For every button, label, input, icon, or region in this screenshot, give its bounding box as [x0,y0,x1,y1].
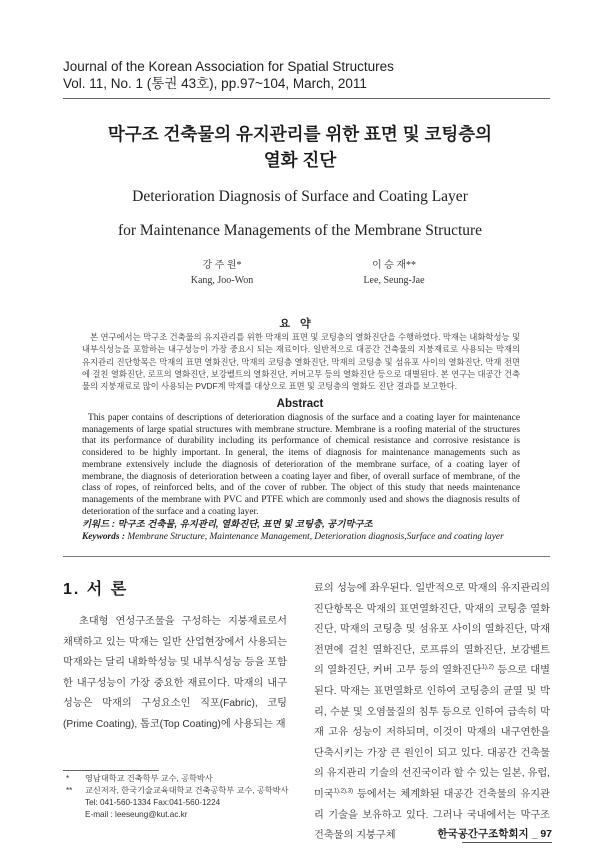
korean-title-line-1: 막구조 건축물의 유지관리를 위한 표면 및 코팅층의 [107,124,493,144]
citation-superscript-2: 1),2),3) [333,788,354,795]
body-right-part-2: 등으로 대별된다. 막재는 표면열화로 인하여 코팅층의 균열 및 박리, 수분 및 오염물질의 침투 등으로 인하여 급속히 막재 고유 성능이 저하되며, 이것이 막재의 내구연한을 단축시키는 가장 큰 원인이 되고 있다. 대공간 건축물의 유지관리 기술의 선진국이라 할 수 있는 일본, 유럽, 미국 [314,665,550,800]
english-keywords [82,532,542,542]
english-abstract-heading: Abstract [276,398,324,410]
author-1-korean-name: 강 주 원* [202,260,242,271]
footnote-2 [63,785,293,797]
footnotes [63,773,293,821]
section-heading-introduction: 1. 서 론 [63,581,129,598]
body-right-part-3: 등에서는 체계화된 대공간 건축물의 유지관리 기술을 보유하고 있다. 그러나 국내에서는 막구조 건축물의 지붕구체 [314,788,550,842]
english-keywords-label: Keywords : [82,532,125,542]
journal-header [63,58,394,92]
english-title-line-1: Deterioration Diagnosis of Surface and Coating Layer [132,188,468,205]
footer-rule [462,842,552,843]
page-footer: 한국공간구조학회지 _ 97 [437,828,552,840]
korean-title [60,121,540,173]
footnote-2-mark: ** [66,786,73,795]
keywords-rule [63,556,550,557]
header-rule [63,98,550,99]
korean-title-line-2: 열화 진단 [263,150,337,170]
footnote-1 [63,773,293,785]
korean-abstract-heading: 요약 [279,318,321,330]
journal-name: Journal of the Korean Association for Spatial Structures [63,59,394,74]
body-column-left: 초대형 연성구조물을 구성하는 지붕재료로서 채택하고 있는 막재는 일반 산업현장에서 사용되는 막재와는 달리 내화학성능 및 내부식성능 등을 포함한 내구성능이 가장 중요한 재료이다. 막재의 내구성능은 막재의 구성요소인 직포(Fabric), 코팅(Prime Coating), 톱코(Top Coating)에 사용되는 재 [63,616,287,730]
english-abstract-text: This paper contains of descriptions of deterioration diagnosis of the surface and a coating layer for maintenance managements of large spatial structures with membrane structure. Membrane is a roofing material of the structures that its performance of durability including its performance of chemical resistance and corrosive resistance is considered to be highly important. In general, the items of diagnosis for maintenance managements such as membrane extensively include the diagnosis of deterioration of the membrane surface, of a coating layer of membrane, the diagnosis of deterioration between a coating layer and fiber, of overall surface of membrane, of the class of ropes, of reinforced belts, and of the cover of rubber. The object of this study that needs maintenance managements of the membrane with PVC and PTFE which are commonly used and shows the diagnosis results of deterioration of the surface and a coating layer. [82,413,520,517]
footnote-4 [63,809,293,821]
author-1 [152,258,292,288]
author-2-english-name: Lee, Seung-Jae [363,275,425,286]
english-keywords-text: Membrane Structure, Maintenance Management, Deterioration diagnosis,Surface and coating layer [127,532,504,542]
korean-keywords: 키워드 : 막구조 건축물, 유지관리, 열화진단, 표면 및 코팅층, 공기막구조 [82,518,373,529]
english-title [60,180,540,248]
footnote-1-text: 영남대학교 건축학부 교수, 공학박사 [85,774,213,783]
footnote-4-text: E-mail : leeseung@kut.ac.kr [85,810,188,819]
author-2-korean-name: 이 승 재** [372,260,416,271]
body-right-part-1: 료의 성능에 좌우된다. 일반적으로 막재의 유지관리의 진단항목은 막재의 표면열화진단, 막재의 코팅층 열화진단, 막재의 코팅층 및 섬유포 사이의 열화진단, 막재 전면에 걸친 열화진단, 로프류의 열화진단, 보강벨트의 열화진단, 커버 고무 등의 열화진단 [314,583,550,677]
footnote-rule [63,770,159,771]
author-1-english-name: Kang, Joo-Won [190,275,254,286]
footnote-2-text: 교신저자, 한국기술교육대학교 건축공학부 교수, 공학박사 [85,786,289,795]
footnote-3-text: Tel: 041-560-1334 Fax:041-560-1224 [85,798,221,807]
author-2 [324,258,464,288]
body-column-right [314,579,550,847]
footnote-3 [63,797,293,809]
journal-volume: Vol. 11, No. 1 (통권 43호), pp.97~104, March, 2011 [63,76,367,91]
korean-abstract-text: 본 연구에서는 막구조 건축물의 유지관리를 위한 막재의 표면 및 코팅층의 열화진단을 수행하였다. 막재는 내화학성능 및 내부식성능을 포함하는 내구성능이 가장 중요시 되는 재료이다. 일반적으로 대공간 건축물의 지붕재료로 사용되는 막재의 유지관리 진단항목은 막재의 표면 열화진단, 막재의 코팅층 열화진단, 막재의 코팅층 및 섬유포 사이의 열화진단, 막재 전면에 걸친 열화진단, 로프의 열화진단, 보강벨트의 열화진단, 커버고무 등의 열화진단 등으로 대별된다. 본 연구는 대공간 건축물의 지붕재료로 많이 사용되는 PVDF계 막재를 대상으로 표면 및 코팅층의 열화도 진단 결과를 보고한다. [82,332,520,392]
citation-superscript-1: 1),2) [481,664,494,671]
english-title-line-2: for Maintenance Managements of the Membrane Structure [117,222,483,239]
footnote-1-mark: * [66,774,70,783]
